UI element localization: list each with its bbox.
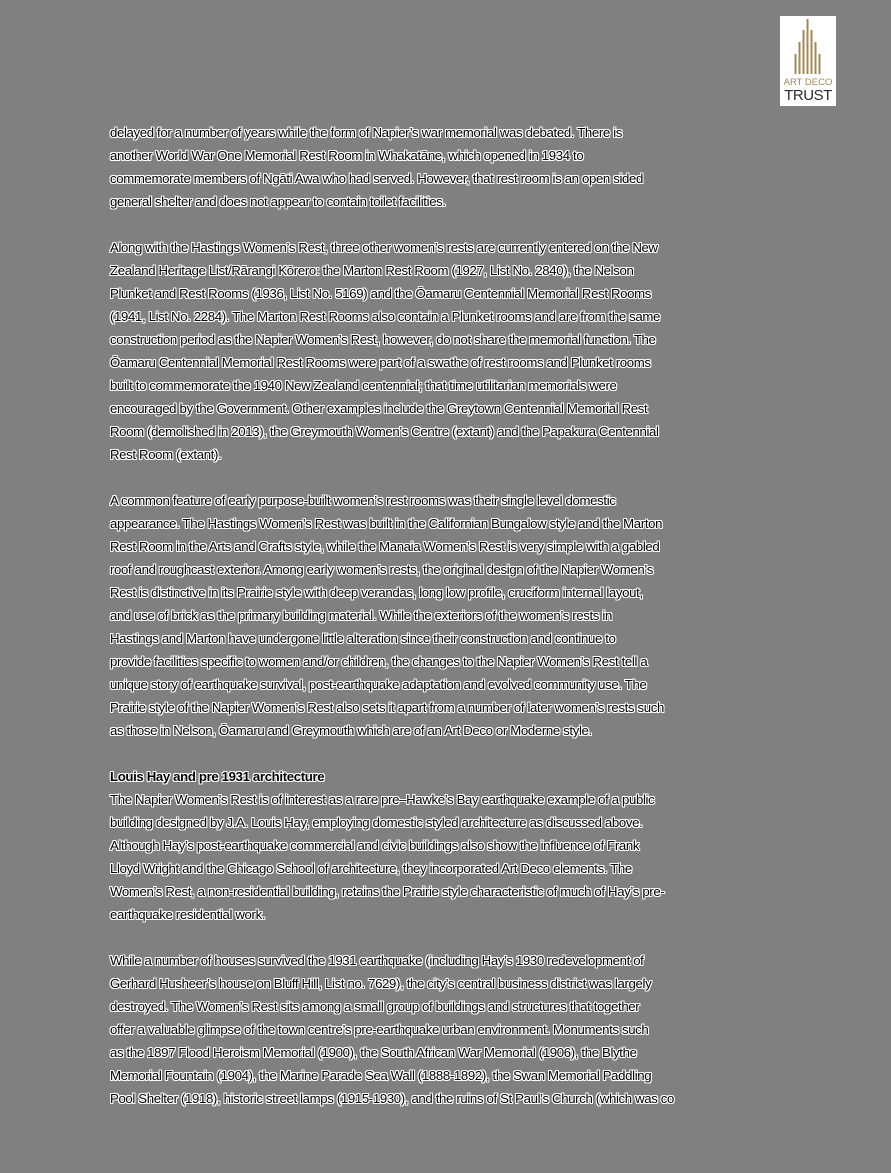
text-line: Women’s Rest, a non-residential building, retains the Prairie style characteristic of much of Hay’s pre- [110,884,665,899]
text-line: general shelter and does not appear to contain toilet facilities. [110,194,446,209]
text-line: (1941, List No. 2284). The Marton Rest Rooms also contain a Plunket rooms and are from the same [110,309,660,324]
paragraph-war-memorial [110,121,790,213]
text-line: and use of brick as the primary building material. While the exteriors of the women’s rests in [110,608,612,623]
text-line: another World War One Memorial Rest Room in Whakatāne, which opened in 1934 to [110,148,584,163]
text-line: The Napier Women’s Rest is of interest as a rare pre–Hawke’s Bay earthquake example of a public [110,792,655,807]
paragraph-common-feature [110,489,790,742]
text-line: A common feature of early purpose-built women’s rest rooms was their single level domestic [110,493,616,508]
section-heading: Louis Hay and pre 1931 architecture [110,769,325,784]
text-line: Along with the Hastings Women’s Rest, three other women’s rests are currently entered on the New [110,240,658,255]
text-line: Although Hay’s post-earthquake commercial and civic buildings also show the influence of Frank [110,838,640,853]
text-line: earthquake residential work. [110,907,266,922]
logo-art-deco-text: ART DECO [783,77,833,88]
text-line: Plunket and Rest Rooms (1936, List No. 5169) and the Ōamaru Centennial Memorial Rest Rooms [110,286,651,301]
text-line: built to commemorate the 1940 New Zealand centennial; that time utilitarian memorials were [110,378,617,393]
art-deco-trust-logo [780,16,836,106]
text-line: commemorate members of Ngāti Awa who had served. However, that rest room is an open sided [110,171,644,186]
text-line: Room (demolished in 2013), the Greymouth Women’s Centre (extant) and the Papakura Centennial [110,424,659,439]
document-body [110,121,790,1133]
text-line: Hastings and Marton have undergone little alteration since their construction and continue to [110,631,616,646]
text-line: destroyed. The Women’s Rest sits among a small group of buildings and structures that together [110,999,640,1014]
text-line: encouraged by the Government. Other examples include the Greytown Centennial Memorial Rest [110,401,648,416]
text-line: Rest Room in the Arts and Crafts style, while the Manaia Women’s Rest is very simple with a gabled [110,539,660,554]
text-line: offer a valuable glimpse of the town centre’s pre-earthquake urban environment. Monuments such [110,1022,649,1037]
paragraph-earthquake-survivors [110,949,790,1110]
text-line: Ōamaru Centennial Memorial Rest Rooms were part of a swathe of rest rooms and Plunket rooms [110,355,651,370]
text-line: Rest is distinctive in its Prairie style with deep verandas, long low profile, cruciform internal layout, [110,585,643,600]
text-line: unique story of earthquake survival, post-earthquake adaptation and evolved community use. The [110,677,647,692]
text-line: appearance. The Hastings Women’s Rest was built in the Californian Bungalow style and the Marton [110,516,663,531]
text-line: building designed by J.A. Louis Hay, employing domestic styled architecture as discussed above. [110,815,643,830]
text-line: as those in Nelson, Ōamaru and Greymouth which are of an Art Deco or Moderne style. [110,723,592,738]
text-line: Prairie style of the Napier Women’s Rest also sets it apart from a number of later women’s rests such [110,700,664,715]
text-line: roof and roughcast exterior. Among early women’s rests, the original design of the Napier Women’s [110,562,653,577]
text-line: Memorial Fountain (1904), the Marine Parade Sea Wall (1888-1892), the Swan Memorial Paddling [110,1068,652,1083]
text-line: Lloyd Wright and the Chicago School of architecture, they incorporated Art Deco elements. The [110,861,632,876]
text-line: provide facilities specific to women and/or children, the changes to the Napier Women’s Rest tell a [110,654,648,669]
text-line: Gerhard Husheer’s house on Bluff Hill, List no. 7629), the city’s central business district was largely [110,976,652,991]
text-line: construction period as the Napier Women’s Rest, however, do not share the memorial function. The [110,332,656,347]
logo-trust-text: TRUST [784,87,832,104]
text-line: delayed for a number of years while the form of Napier’s war memorial was debated. There is [110,125,623,140]
text-line: Zealand Heritage List/Rārangi Kōrero: the Marton Rest Room (1927, List No. 2840), the Nelson [110,263,634,278]
text-line: Pool Shelter (1918), historic street lamps (1915-1930), and the ruins of St Paul’s Church (which was co [110,1091,675,1106]
text-line: as the 1897 Flood Heroism Memorial (1900), the South African War Memorial (1906), the Blythe [110,1045,637,1060]
text-line: Rest Room (extant). [110,447,222,462]
text-line: While a number of houses survived the 1931 earthquake (including Hay’s 1930 redevelopment of [110,953,644,968]
section-louis-hay [110,765,790,926]
art-deco-tower-icon [780,16,836,78]
paragraph-heritage-list [110,236,790,466]
